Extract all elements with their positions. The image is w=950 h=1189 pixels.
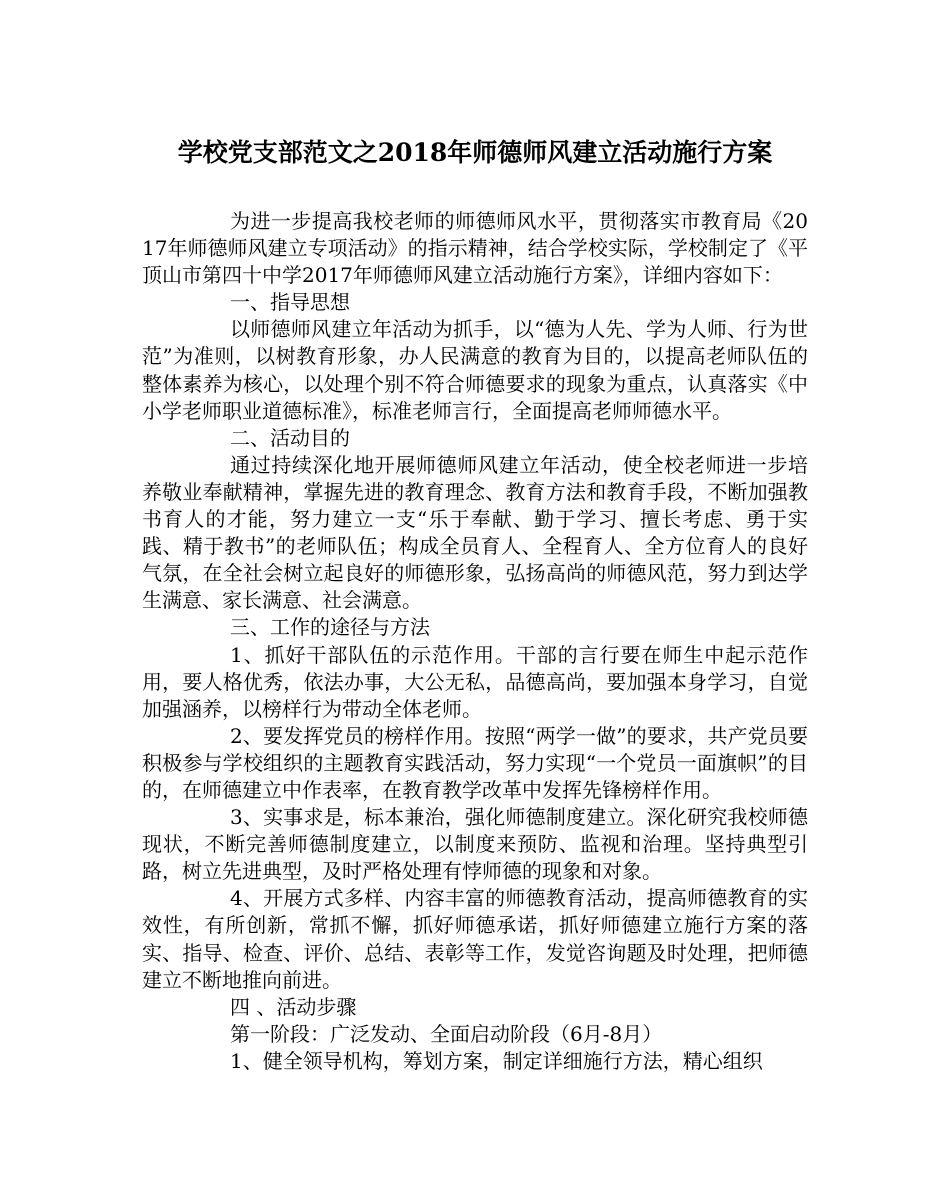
phase-one-item-1: 1、健全领导机构，筹划方案，制定详细施行方法，精心组织	[230, 1048, 763, 1073]
intro-paragraph: 为进一步提高我校老师的师德师风水平，贯彻落实市教育局《2017年师德师风建立专项活动》的指示精神，结合学校实际，学校制定了《平顶山市第四十中学2017年师德师风建立活动施行方案》，详细内容如下：	[142, 209, 808, 288]
section-heading-guiding-ideology: 一、指导思想	[230, 290, 350, 315]
section-heading-methods: 三、工作的途径与方法	[230, 615, 430, 640]
document-title: 学校党支部范文之2018年师德师风建立活动施行方案	[177, 138, 773, 167]
phase-one-heading: 第一阶段：广泛发动、全面启动阶段（6月-8月）	[230, 1021, 663, 1046]
method-item-4: 4、开展方式多样、内容丰富的师德教育活动，提高师德教育的实效性，有所创新，常抓不懈，抓好师德承诺，抓好师德建立施行方案的落实、指导、检查、评价、总结、表彰等工作，发觉咨询题及时处理，把师德建立不断地推向前进。	[142, 886, 808, 992]
section-heading-activity-steps: 四 、活动步骤	[230, 994, 357, 1019]
activity-purpose-paragraph: 通过持续深化地开展师德师风建立年活动，使全校老师进一步培养敬业奉献精神，掌握先进的教育理念、教育方法和教育手段，不断加强教书育人的才能，努力建立一支“乐于奉献、勤于学习、擅长考虑、勇于实践、精于教书”的老师队伍；构成全员育人、全程育人、全方位育人的良好气氛，在全社会树立起良好的师德形象，弘扬高尚的师德风范，努力到达学生满意、家长满意、社会满意。	[142, 452, 808, 613]
document-body	[142, 208, 808, 1075]
method-item-3: 3、实事求是，标本兼治，强化师德制度建立。深化研究我校师德现状，不断完善师德制度建立，以制度来预防、监视和治理。坚持典型引路，树立先进典型，及时严格处理有悖师德的现象和对象。	[142, 805, 808, 884]
method-item-2: 2、要发挥党员的榜样作用。按照“两学一做”的要求，共产党员要积极参与学校组织的主题教育实践活动，努力实现“一个党员一面旗帜”的目的，在师德建立中作表率，在教育教学改革中发挥先锋榜样作用。	[142, 723, 808, 802]
guiding-ideology-paragraph: 以师德师风建立年活动为抓手，以“德为人先、学为人师、行为世范”为准则，以树教育形象，办人民满意的教育为目的，以提高老师队伍的整体素养为核心，以处理个别不符合师德要求的现象为重点，认真落实《中小学老师职业道德标准》，标准老师言行，全面提高老师师德水平。	[142, 317, 808, 423]
section-heading-activity-purpose: 二、活动目的	[230, 425, 350, 450]
method-item-1: 1、抓好干部队伍的示范作用。干部的言行要在师生中起示范作用，要人格优秀，依法办事，大公无私，品德高尚，要加强本身学习，自觉加强涵养，以榜样行为带动全体老师。	[142, 642, 808, 721]
